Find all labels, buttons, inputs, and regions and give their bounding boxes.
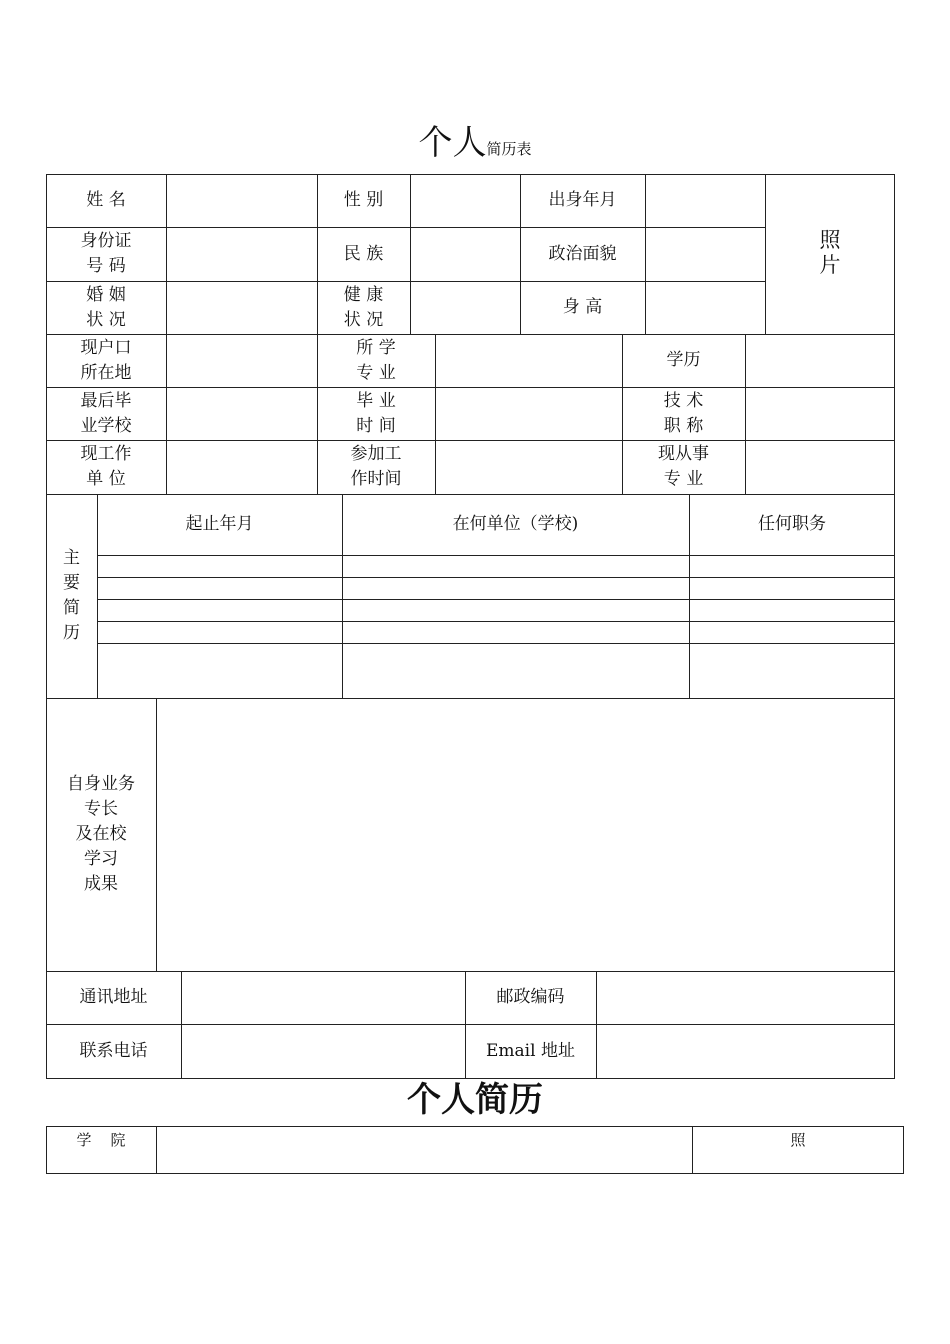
email-label: Email 地址 xyxy=(486,1041,575,1061)
ethnicity-field[interactable] xyxy=(410,227,520,281)
gender-label: 性 别 xyxy=(343,190,384,210)
unit-column-header: 在何单位（学校) xyxy=(452,514,579,534)
school-field[interactable] xyxy=(166,387,317,440)
id-card-label: 身份证 号 码 xyxy=(80,231,132,276)
resume-history-label: 主 要 简 历 xyxy=(63,548,80,643)
work-start-label: 参加工 作时间 xyxy=(350,444,402,489)
school-label: 最后毕 业学校 xyxy=(80,390,132,436)
photo-slot[interactable]: 照 片 xyxy=(819,228,841,277)
health-label: 健 康 状 况 xyxy=(343,284,384,330)
gender-field[interactable] xyxy=(410,174,520,227)
birth-field[interactable] xyxy=(645,174,765,227)
marriage-label: 婚 姻 状 况 xyxy=(86,284,126,330)
tech-title-label: 技 术 职 称 xyxy=(663,390,704,436)
tech-title-field[interactable] xyxy=(745,387,895,440)
grad-time-label: 毕 业 时 间 xyxy=(356,390,396,436)
health-field[interactable] xyxy=(410,281,520,334)
degree-field[interactable] xyxy=(745,334,895,387)
current-field-label: 现从事 专 业 xyxy=(658,444,709,489)
hukou-field[interactable] xyxy=(166,334,317,387)
degree-label: 学历 xyxy=(666,350,701,370)
college-label: 学 院 xyxy=(76,1131,126,1149)
form-title-suffix: 简历表 xyxy=(486,140,532,158)
work-start-field[interactable] xyxy=(435,440,622,494)
skills-label: 自身业务 专长 及在校 学习 成果 xyxy=(67,774,135,894)
id-card-field[interactable] xyxy=(166,227,317,281)
skills-field[interactable] xyxy=(156,698,895,971)
address-label: 通讯地址 xyxy=(79,987,148,1007)
grad-time-field[interactable] xyxy=(435,387,622,440)
resume-history-rows[interactable] xyxy=(97,555,895,698)
postcode-label: 邮政编码 xyxy=(496,987,565,1007)
name-field[interactable] xyxy=(166,174,317,227)
height-label: 身 高 xyxy=(562,297,603,317)
address-field[interactable] xyxy=(181,971,465,1024)
period-column-header: 起止年月 xyxy=(185,514,254,534)
ethnicity-label: 民 族 xyxy=(343,243,384,264)
name-label: 姓 名 xyxy=(86,190,126,210)
form-title-main: 个人 xyxy=(418,123,487,163)
form-title xyxy=(0,123,950,163)
major-field[interactable] xyxy=(435,334,622,387)
college-field[interactable] xyxy=(156,1126,692,1174)
employer-label: 现工作 单 位 xyxy=(80,444,132,489)
political-field[interactable] xyxy=(645,227,765,281)
employer-field[interactable] xyxy=(166,440,317,494)
major-label: 所 学 专 业 xyxy=(356,337,396,383)
email-field[interactable] xyxy=(596,1024,895,1079)
postcode-field[interactable] xyxy=(596,971,895,1024)
phone-label: 联系电话 xyxy=(79,1041,148,1061)
birth-label: 出身年月 xyxy=(548,190,617,210)
height-field[interactable] xyxy=(645,281,765,334)
phone-field[interactable] xyxy=(181,1024,465,1079)
hukou-label: 现户口 所在地 xyxy=(80,337,132,383)
second-photo-slot[interactable]: 照 xyxy=(790,1131,806,1149)
second-form-title: 个人简历 xyxy=(407,1080,543,1120)
political-label: 政治面貌 xyxy=(548,243,617,264)
current-field-field[interactable] xyxy=(745,440,895,494)
role-column-header: 任何职务 xyxy=(758,514,826,534)
marriage-field[interactable] xyxy=(166,281,317,334)
